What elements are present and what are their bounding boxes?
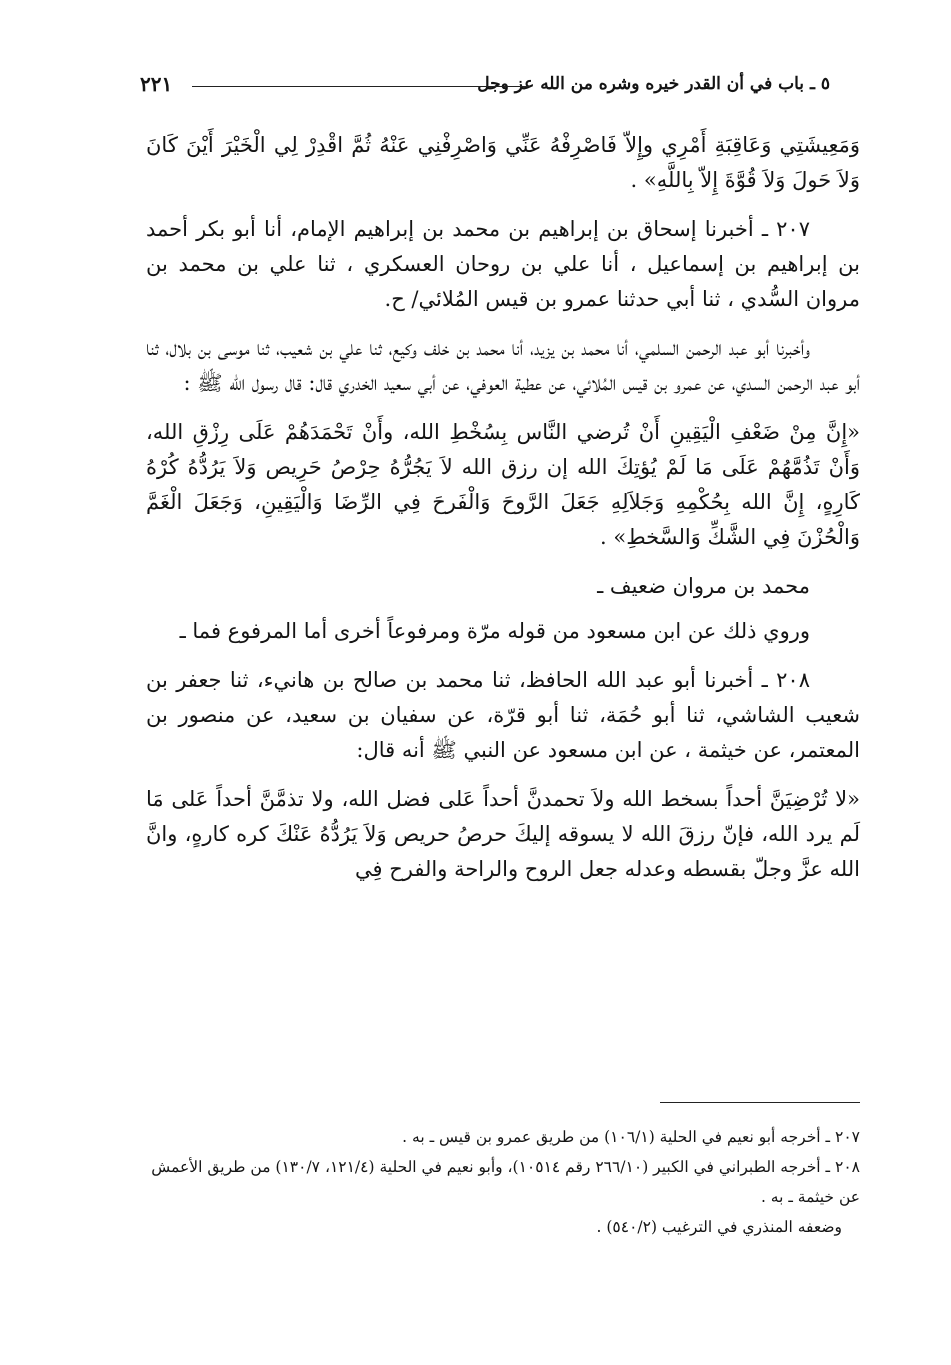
paragraph-narrator-grading: محمد بن مروان ضعيف ـ xyxy=(597,574,810,598)
paragraph-hadith-208-isnad: ٢٠٨ ـ أخبرنا أبو عبد الله الحافظ، ثنا محمد بن صالح بن هانيء، ثنا جعفر بن شعيب الشاشي، ثنا أبو حُمَة، ثنا أبو قرّة، عن سفيان بن سعيد، عن منصور بن المعتمر، عن خيثمة ، عن ابن مسعود عن النبي ﷺ أنه قال: xyxy=(146,668,860,762)
footnotes xyxy=(146,1122,860,1242)
paragraph-hadith-207-isnad: ٢٠٧ ـ أخبرنا إسحاق بن إبراهيم بن محمد بن إبراهيم الإمام، أنا أبو بكر أحمد بن إبراهيم بن إسماعيل ، أنا علي بن روحان العسكري ، ثنا علي بن محمد بن مروان السُّدي ، ثنا أبي حدثنا عمرو بن قيس المُلائي/ ح. xyxy=(146,217,860,311)
chapter-title: ٥ ـ باب في أن القدر خيره وشره من الله عز وجل xyxy=(477,74,830,94)
page-number: ٢٢١ xyxy=(140,72,173,96)
header-rule xyxy=(192,86,530,87)
paragraph-hadith-208-matn: «لا تُرْضِيَنَّ أحداً بسخط الله ولاَ تحمدنَّ أحداً عَلى فضل الله، ولا تذمَّنَّ أحداً عَلى مَا لَم يرد الله، فإنّ رزقَ الله لا يسوقه إليكَ حرصُ حريص وَلاَ يَرُدُّهُ عَنْكَ كره كارهٍ، وانَّ الله عزَّ وجلّ بقسطه وعدله جعل الروح والراحة والفرح فِي xyxy=(146,787,860,881)
main-text xyxy=(146,128,860,901)
paragraph-dua-ending: وَمَعِيشَتِي وَعَاقِبَةِ أَمْرِي وإِلاّ فَاصْرِفْهُ عَنِّي وَاصْرِفْنِي عَنْهُ ثُمَّ اقْدِرْ لِي الْخَيْرَ أَيْنَ كَانَ وَلاَ حَولَ وَلاَ قُوَّةَ إِلاّ بِاللَّهِ» . xyxy=(146,133,860,192)
footnote-208-grading: وضعفه المنذري في الترغيب (٥٤٠/٢) . xyxy=(596,1218,842,1236)
footnote-rule xyxy=(660,1102,860,1103)
paragraph-hadith-207-matn: «إِنَّ مِنْ ضَعْفِ الْيَقِينِ أَنْ تُرضي النَّاس بِسُخْطِ الله، وأَنْ تَحْمَدَهُمْ عَلَى رِزْقِ الله، وَأَنْ تَذُمَّهُمْ عَلَى مَا لَمْ يُؤتِكَ الله إن رزق الله لاَ يَجُرُّهُ حِرْصُ حَرِيص وَلاَ يَرُدُّهُ كُرْهُ كَارِهٍ، إِنَّ الله بِحُكْمِهِ وَجَلاَلِهِ جَعَلَ الرَّوحَ وَالْفَرحَ فِي الرِّضَا وَالْيَقِينِ، وَجَعَلَ الْغَمَّ وَالْحُزْنَ فِي الشَّكِّ وَالسَّخطِ» . xyxy=(146,420,860,549)
running-header xyxy=(140,74,830,98)
paragraph-hadith-207-second-isnad: وأخبرنا أبو عبد الرحمن السلمي، أنا محمد بن يزيد، أنا محمد بن خلف وكيع، ثنا علي بن شعيب، ثنا موسى بن بلال، ثنا أبو عبد الرحمن السدي، عن عمرو بن قيس المُلائي، عن عطية العوفي، عن أبي سعيد الخدري قال: قال رسول الله ﷺ : xyxy=(146,336,860,395)
paragraph-ibn-masud-note: وروي ذلك عن ابن مسعود من قوله مرّة ومرفوعاً أخرى أما المرفوع فما ـ xyxy=(179,619,810,643)
footnote-207: ٢٠٧ ـ أخرجه أبو نعيم في الحلية (١٠٦/١) من طريق عمرو بن قيس ـ به . xyxy=(402,1128,860,1146)
footnote-208: ٢٠٨ ـ أخرجه الطبراني في الكبير (٢٦٦/١٠ رقم ١٠٥١٤)، وأبو نعيم في الحلية (١٢١/٤، ١٣٠/٧) من طريق الأعمش عن خيثمة ـ به . xyxy=(151,1158,860,1206)
